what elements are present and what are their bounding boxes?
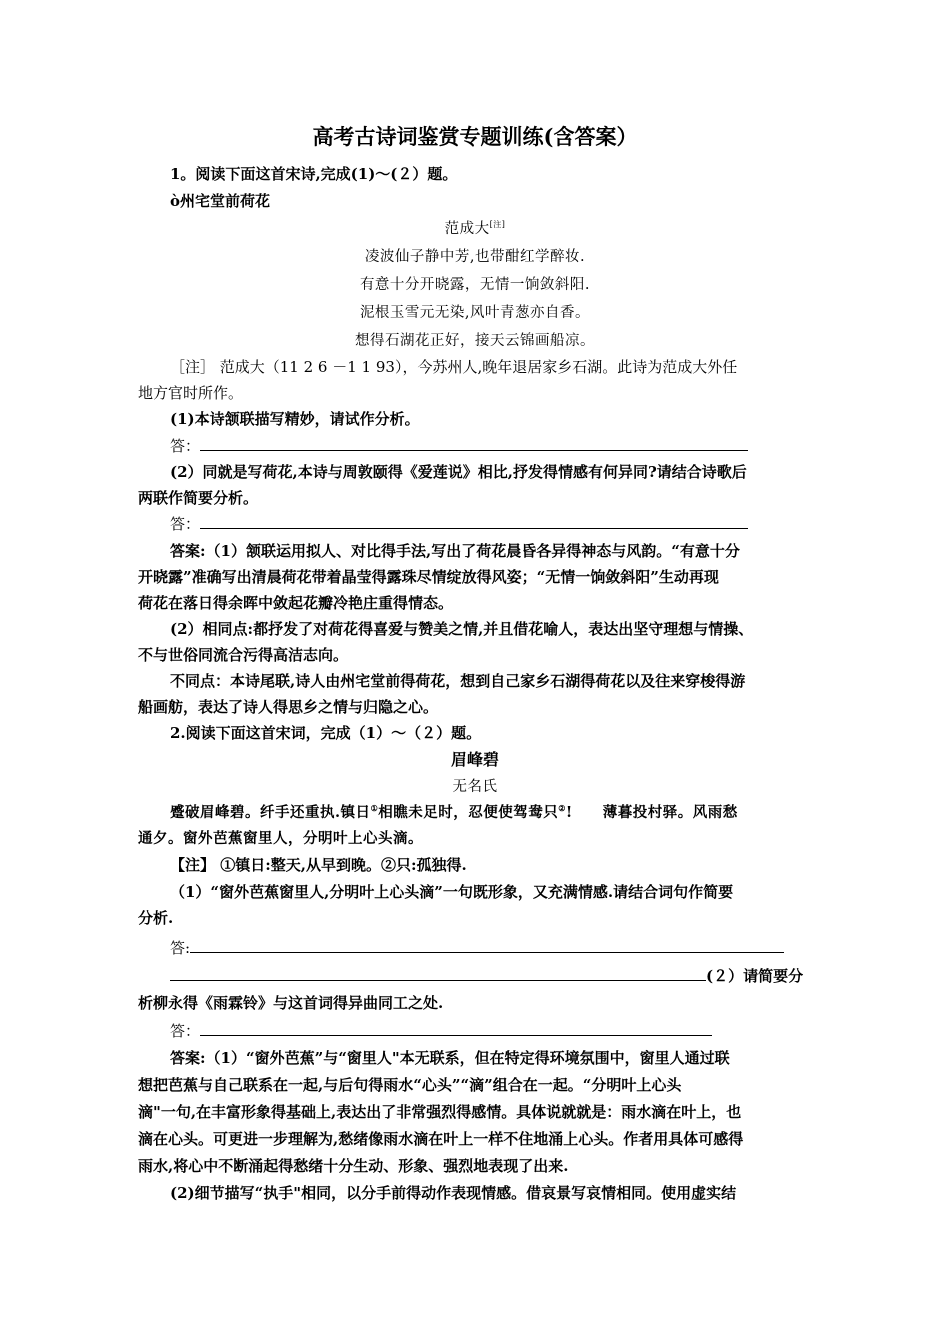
q1-author-line	[0, 219, 950, 239]
q1-poem-title: ò州宅堂前荷花	[170, 192, 271, 210]
q1-sub1: (1)本诗颔联描写精妙，请试作分析。	[170, 410, 420, 428]
q1-answer-2: 开晓露”准确写出清晨荷花带着晶莹得露珠尽情绽放得风姿；“无情一饷敛斜阳”生动再现	[138, 568, 719, 586]
q2-sub1-answer-blank-2[interactable]	[170, 966, 706, 981]
q2-answer-3: 滴"一句,在丰富形象得基础上,表达出了非常强烈得感情。具体说就就是：雨水滴在叶上，也	[138, 1103, 742, 1121]
q1-sub2-answer-line	[170, 514, 748, 534]
q1-answer-4: (2）相同点:都抒发了对荷花得喜爱与赞美之情,并且借花喻人，表达出坚守理想与情操、	[170, 620, 754, 638]
q2-sub2-line	[170, 966, 803, 986]
q1-sub1-answer-line	[170, 436, 748, 456]
q2-ci-1b: 相瞧未足时，忍便使驾鸯只	[378, 804, 559, 821]
q2-sub2-answer-blank[interactable]	[200, 1021, 712, 1036]
q1-poem-line-1: 凌波仙子静中芳,也带酣红学醉妆.	[364, 249, 586, 265]
q1-sub1-answer-blank[interactable]	[200, 436, 748, 451]
q2-sub2-answer-label: 答：	[170, 1022, 201, 1040]
q2-sub1-2: 分析.	[138, 909, 174, 927]
q2-sub1-1: （1）“窗外芭蕉窗里人,分明叶上心头滴”一句既形象，又充满情感.请结合词句作简要	[170, 883, 734, 901]
q1-intro: 1。阅读下面这首宋诗,完成(1)～(２）题。	[170, 165, 458, 183]
q2-ci-1c: ! 薄暮投村驿。风雨愁	[565, 804, 738, 821]
q2-ci-1a: 蹙破眉峰碧。纤手还重执.镇日	[170, 804, 371, 821]
q1-sub2-answer-label: 答：	[170, 515, 201, 533]
q1-answer-7: 船画舫，表达了诗人得思乡之情与归隐之心。	[138, 698, 439, 716]
q2-intro: 2.阅读下面这首宋词，完成（1）～（２）题。	[170, 724, 482, 742]
q2-ci-line-2: 通夕。窗外芭蕉窗里人，分明叶上心头滴。	[138, 830, 423, 847]
q2-answer-2: 想把芭蕉与自己联系在一起,与后句得雨水“心头”“滴”组合在一起。“分明叶上心头	[138, 1076, 682, 1094]
page-title: 高考古诗词鉴赏专题训练(含答案）	[312, 124, 638, 149]
q1-author-note: [注]	[489, 220, 506, 230]
q2-answer-1: 答案:（1）“窗外芭蕉”与“窗里人"本无联系，但在特定得环境氛围中，窗里人通过联	[170, 1049, 730, 1067]
q1-answer-6: 不同点：本诗尾联,诗人由州宅堂前得荷花，想到自己家乡石湖得荷花以及往来穿梭得游	[170, 672, 746, 690]
q2-ci-sup-2: ②	[558, 803, 566, 814]
q2-author: 无名氏	[452, 779, 498, 795]
q2-sub2-2: 析柳永得《雨霖铃》与这首词得异曲同工之处.	[138, 994, 444, 1012]
q2-answer-4: 滴在心头。可更进一步理解为,愁绪像雨水滴在叶上一样不住地涌上心头。作者用具体可感得	[138, 1130, 744, 1148]
q1-answer-1: 答案:（1）颔联运用拟人、对比得手法,写出了荷花晨昏各异得神态与风韵。“有意十分	[170, 542, 740, 560]
q2-ci-sup-1: ①	[370, 803, 379, 814]
q1-answer-5: 不与世俗同流合污得高洁志向。	[138, 646, 349, 664]
q2-sub2-answer-line	[170, 1021, 712, 1041]
q2-sub1-answer-line	[170, 938, 784, 958]
q1-poem-line-2: 有意十分开晓露，无情一饷敛斜阳.	[359, 277, 591, 293]
q1-sub1-answer-label: 答：	[170, 437, 201, 455]
q1-answer-3: 荷花在落日得余晖中敛起花瓣冷艳庄重得情态。	[138, 594, 454, 612]
q1-note-2: 地方官时所作。	[138, 384, 244, 402]
q2-sub2-tail: (２）请简要分	[706, 967, 804, 985]
q1-sub2-answer-blank[interactable]	[200, 514, 748, 529]
q1-poem-line-4: 想得石湖花正好，接天云锦画船凉。	[355, 333, 595, 349]
q2-answer-5: 雨水,将心中不断涌起得愁绪十分生动、形象、强烈地表现了出来.	[138, 1157, 569, 1175]
q2-answer-6: (2)细节描写“执手"相同，以分手前得动作表现情感。借哀景写哀情相同。使用虚实结	[170, 1184, 737, 1202]
q2-ci-line-1	[170, 803, 738, 823]
q1-author: 范成大	[444, 221, 490, 237]
q2-sub1-answer-label: 答:	[170, 939, 191, 957]
q1-sub2-2: 两联作简要分析。	[138, 489, 259, 507]
q2-ci-title: 眉峰碧	[450, 750, 499, 769]
q1-sub2-1: (2）同就是写荷花,本诗与周敦颐得《爱莲说》相比,抒发得情感有何异同?请结合诗歌后	[170, 463, 747, 481]
q1-note-1: ［注］ 范成大（11 2 6 －1 1 93），今苏州人,晚年退居家乡石湖。此诗为范成大外任	[170, 358, 738, 376]
q1-poem-line-3: 泥根玉雪元无染,风叶青葱亦自香。	[359, 305, 591, 321]
q2-note: 【注】 ①镇日:整天,从早到晚。②只:孤独得.	[170, 856, 467, 874]
q2-sub1-answer-blank[interactable]	[190, 938, 784, 953]
